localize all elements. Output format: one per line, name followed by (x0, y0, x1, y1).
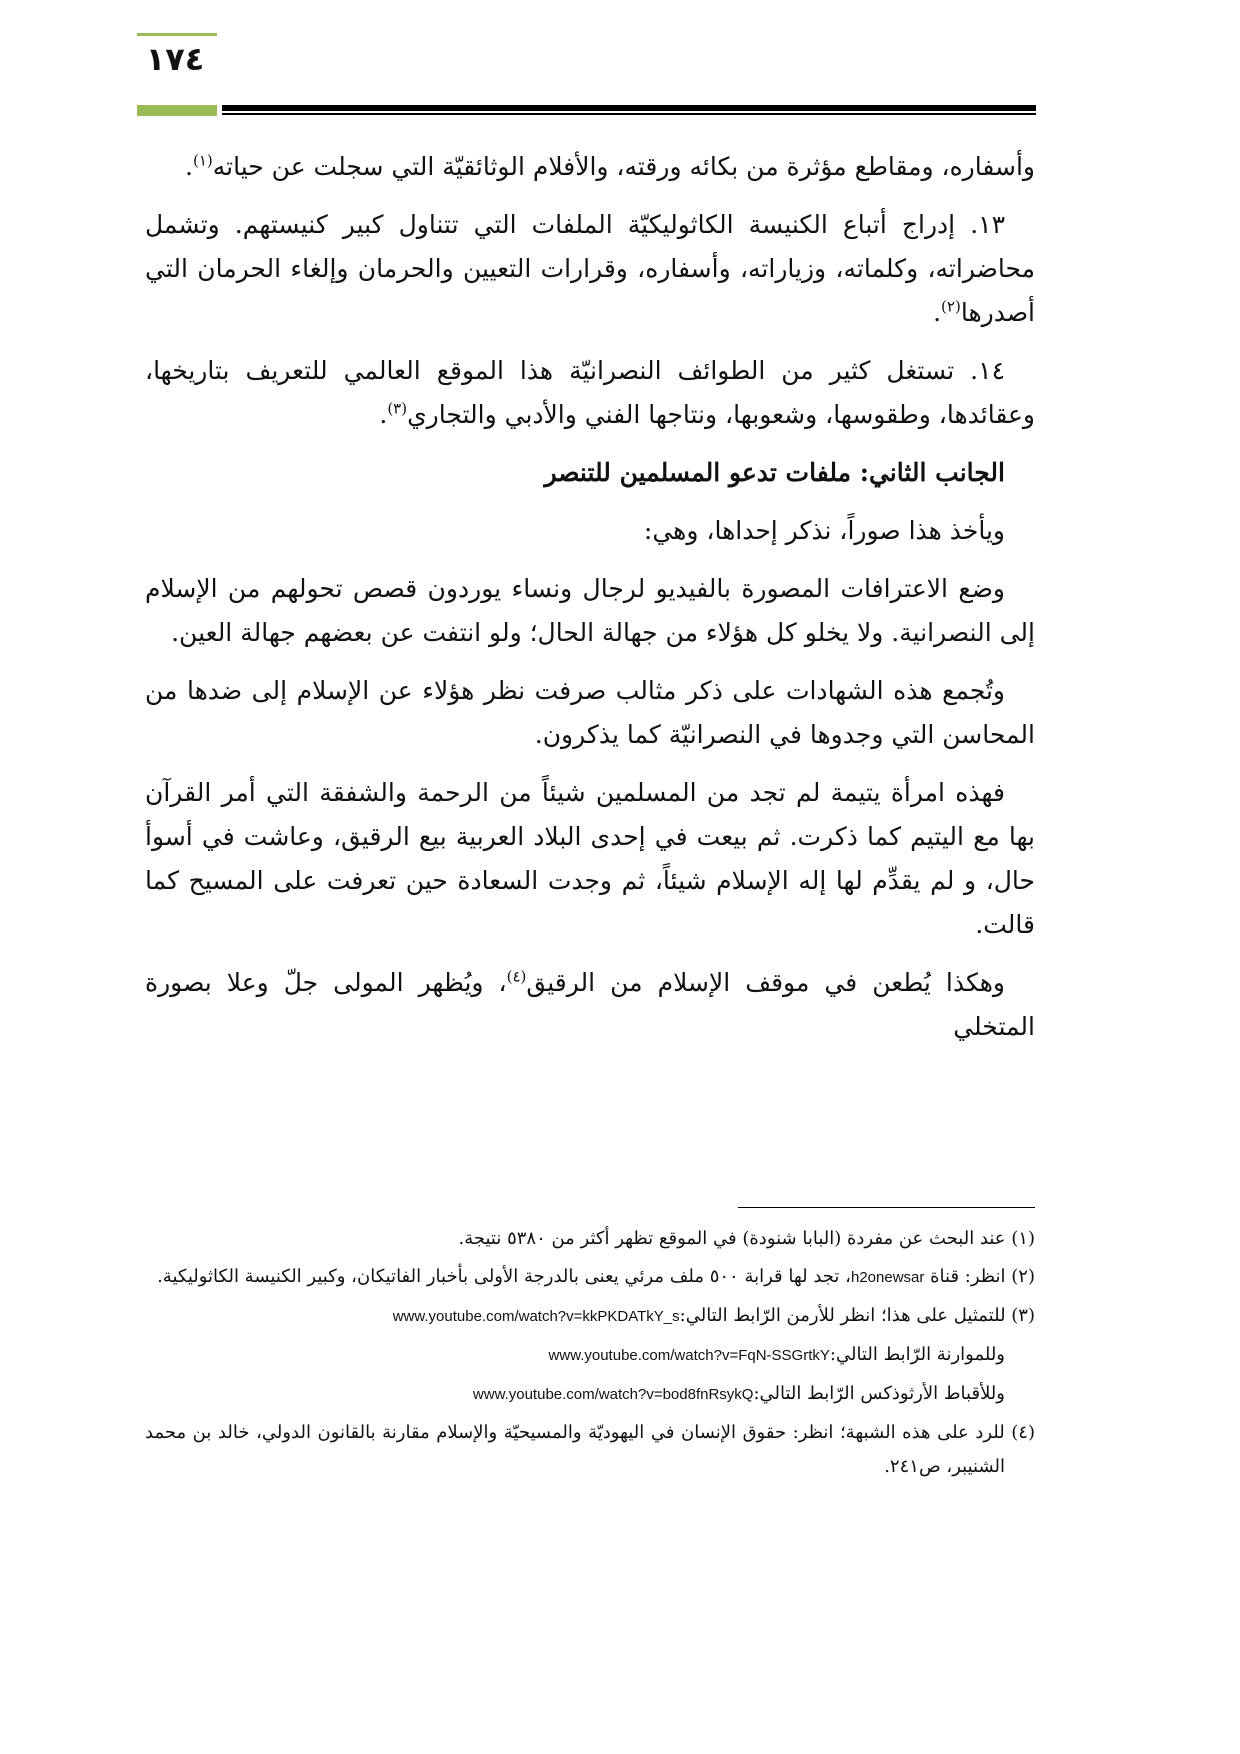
footnote-separator (738, 1207, 1035, 1208)
footnote-3-line-3 (145, 1377, 1035, 1412)
footnote-4: (٤) للرد على هذه الشبهة؛ انظر: حقوق الإنسان في اليهوديّة والمسيحيّة والإسلام مقارنة بالقانون الدولي، خالد بن محمد الشنيبر، ص٢٤١. (145, 1422, 1035, 1477)
paragraph-1 (145, 145, 1035, 189)
footnote-1: (١) عند البحث عن مفردة (البابا شنودة) في الموقع تظهر أكثر من ٥٣٨٠ نتيجة. (458, 1228, 1035, 1249)
footnotes (145, 1222, 1035, 1488)
body-text (145, 145, 1035, 1063)
paragraph-1-text: وأسفاره، ومقاطع مؤثرة من بكائه ورقته، والأفلام الوثائقيّة التي سجلت عن حياته (212, 152, 1035, 181)
paragraph-1-end: . (185, 152, 193, 181)
footnote-3-maronite-label: وللموارنة الرّابط التالي: (829, 1344, 1005, 1365)
paragraph-8 (145, 961, 1035, 1049)
paragraph-3-text: ١٤. تستغل كثير من الطوائف النصرانيّة هذا الموقع العالمي للتعريف بتاريخها، وعقائدها، وطقوسها، وشعوبها، ونتاجها الفني والأدبي والتجاري (145, 356, 1035, 429)
paragraph-8-text: وهكذا يُطعن في موقف الإسلام من الرقيق (526, 968, 1006, 997)
footnote-3 (145, 1299, 1035, 1334)
paragraph-2 (145, 203, 1035, 335)
footnote-ref-3: (٣) (387, 399, 408, 418)
footnote-3-line-2 (145, 1338, 1035, 1373)
paragraph-7: فهذه امرأة يتيمة لم تجد من المسلمين شيئاً من الرحمة والشفقة التي أمر القرآن بها مع اليتيم كما ذكرت. ثم بيعت في إحدى البلاد العربية بيع الرقيق، وعاشت في أسوأ حال، و لم يقدِّم لها إله الإسلام شيئاً، ثم وجدت السعادة حين تعرفت على المسيح كما قالت. (145, 778, 1035, 939)
paragraph-4: ويأخذ هذا صوراً، نذكر إحداها، وهي: (643, 516, 1005, 545)
page-number: ١٧٤ (145, 40, 205, 78)
footnote-2-lead: (٢) انظر: قناة (924, 1266, 1035, 1287)
footnote-2-rest: ، تجد لها قرابة ٥٠٠ ملف مرئي يعنى بالدرجة الأولى بأخبار الفاتيكان، وكبير الكنيسة الكاثوليكية. (157, 1266, 851, 1287)
footnote-3-link-2[interactable]: www.youtube.com/watch?v=FqN-SSGrtkY (548, 1347, 830, 1364)
footnote-2-channel: h2onewsar (850, 1269, 925, 1286)
paragraph-5: وضع الاعترافات المصورة بالفيديو لرجال ونساء يوردون قصص تحولهم من الإسلام إلى النصرانية. ولا يخلو كل هؤلاء من جهالة الحال؛ ولو انتفت عن بعضهم جهالة العين. (145, 574, 1035, 647)
paragraph-3 (145, 349, 1035, 437)
footnote-3-link-3[interactable]: www.youtube.com/watch?v=bod8fnRsykQ (472, 1386, 754, 1403)
paragraph-6: وتُجمع هذه الشهادات على ذكر مثالب صرفت نظر هؤلاء عن الإسلام إلى ضدها من المحاسن التي وجدوها في النصرانيّة كما يذكرون. (145, 676, 1035, 749)
footnote-3-link-1[interactable]: www.youtube.com/watch?v=kkPKDATkY_s (392, 1308, 680, 1325)
footnote-ref-2: (٢) (941, 297, 961, 316)
section-heading: الجانب الثاني: ملفات تدعو المسلمين للتنصر (544, 458, 1005, 487)
paragraph-2-text: ١٣. إدراج أتباع الكنيسة الكاثوليكيّة الملفات التي تتناول كبير كنيستهم. وتشمل محاضراته، وكلماته، وزياراته، وأسفاره، وقرارات التعيين والحرمان وإلغاء الحرمان التي أصدرها (145, 210, 1035, 327)
header-rule-thin (222, 113, 1036, 115)
footnote-ref-4: (٤) (506, 967, 527, 986)
footnote-ref-1: (١) (192, 151, 213, 170)
header-accent-bar (137, 105, 217, 116)
header-rule-thick (222, 105, 1036, 111)
header-accent-thin (137, 33, 217, 36)
paragraph-8-end: ، ويُظهر المولى جلّ وعلا بصورة المتخلي (145, 968, 1035, 1041)
paragraph-3-end: . (379, 400, 388, 429)
footnote-3-coptic-label: وللأقباط الأرثوذكس الرّابط التالي: (753, 1383, 1005, 1404)
footnote-3-lead: (٣) للتمثيل على هذا؛ انظر للأرمن الرّابط التالي: (679, 1305, 1035, 1326)
paragraph-2-end: . (933, 298, 942, 327)
footnote-2 (145, 1260, 1035, 1295)
